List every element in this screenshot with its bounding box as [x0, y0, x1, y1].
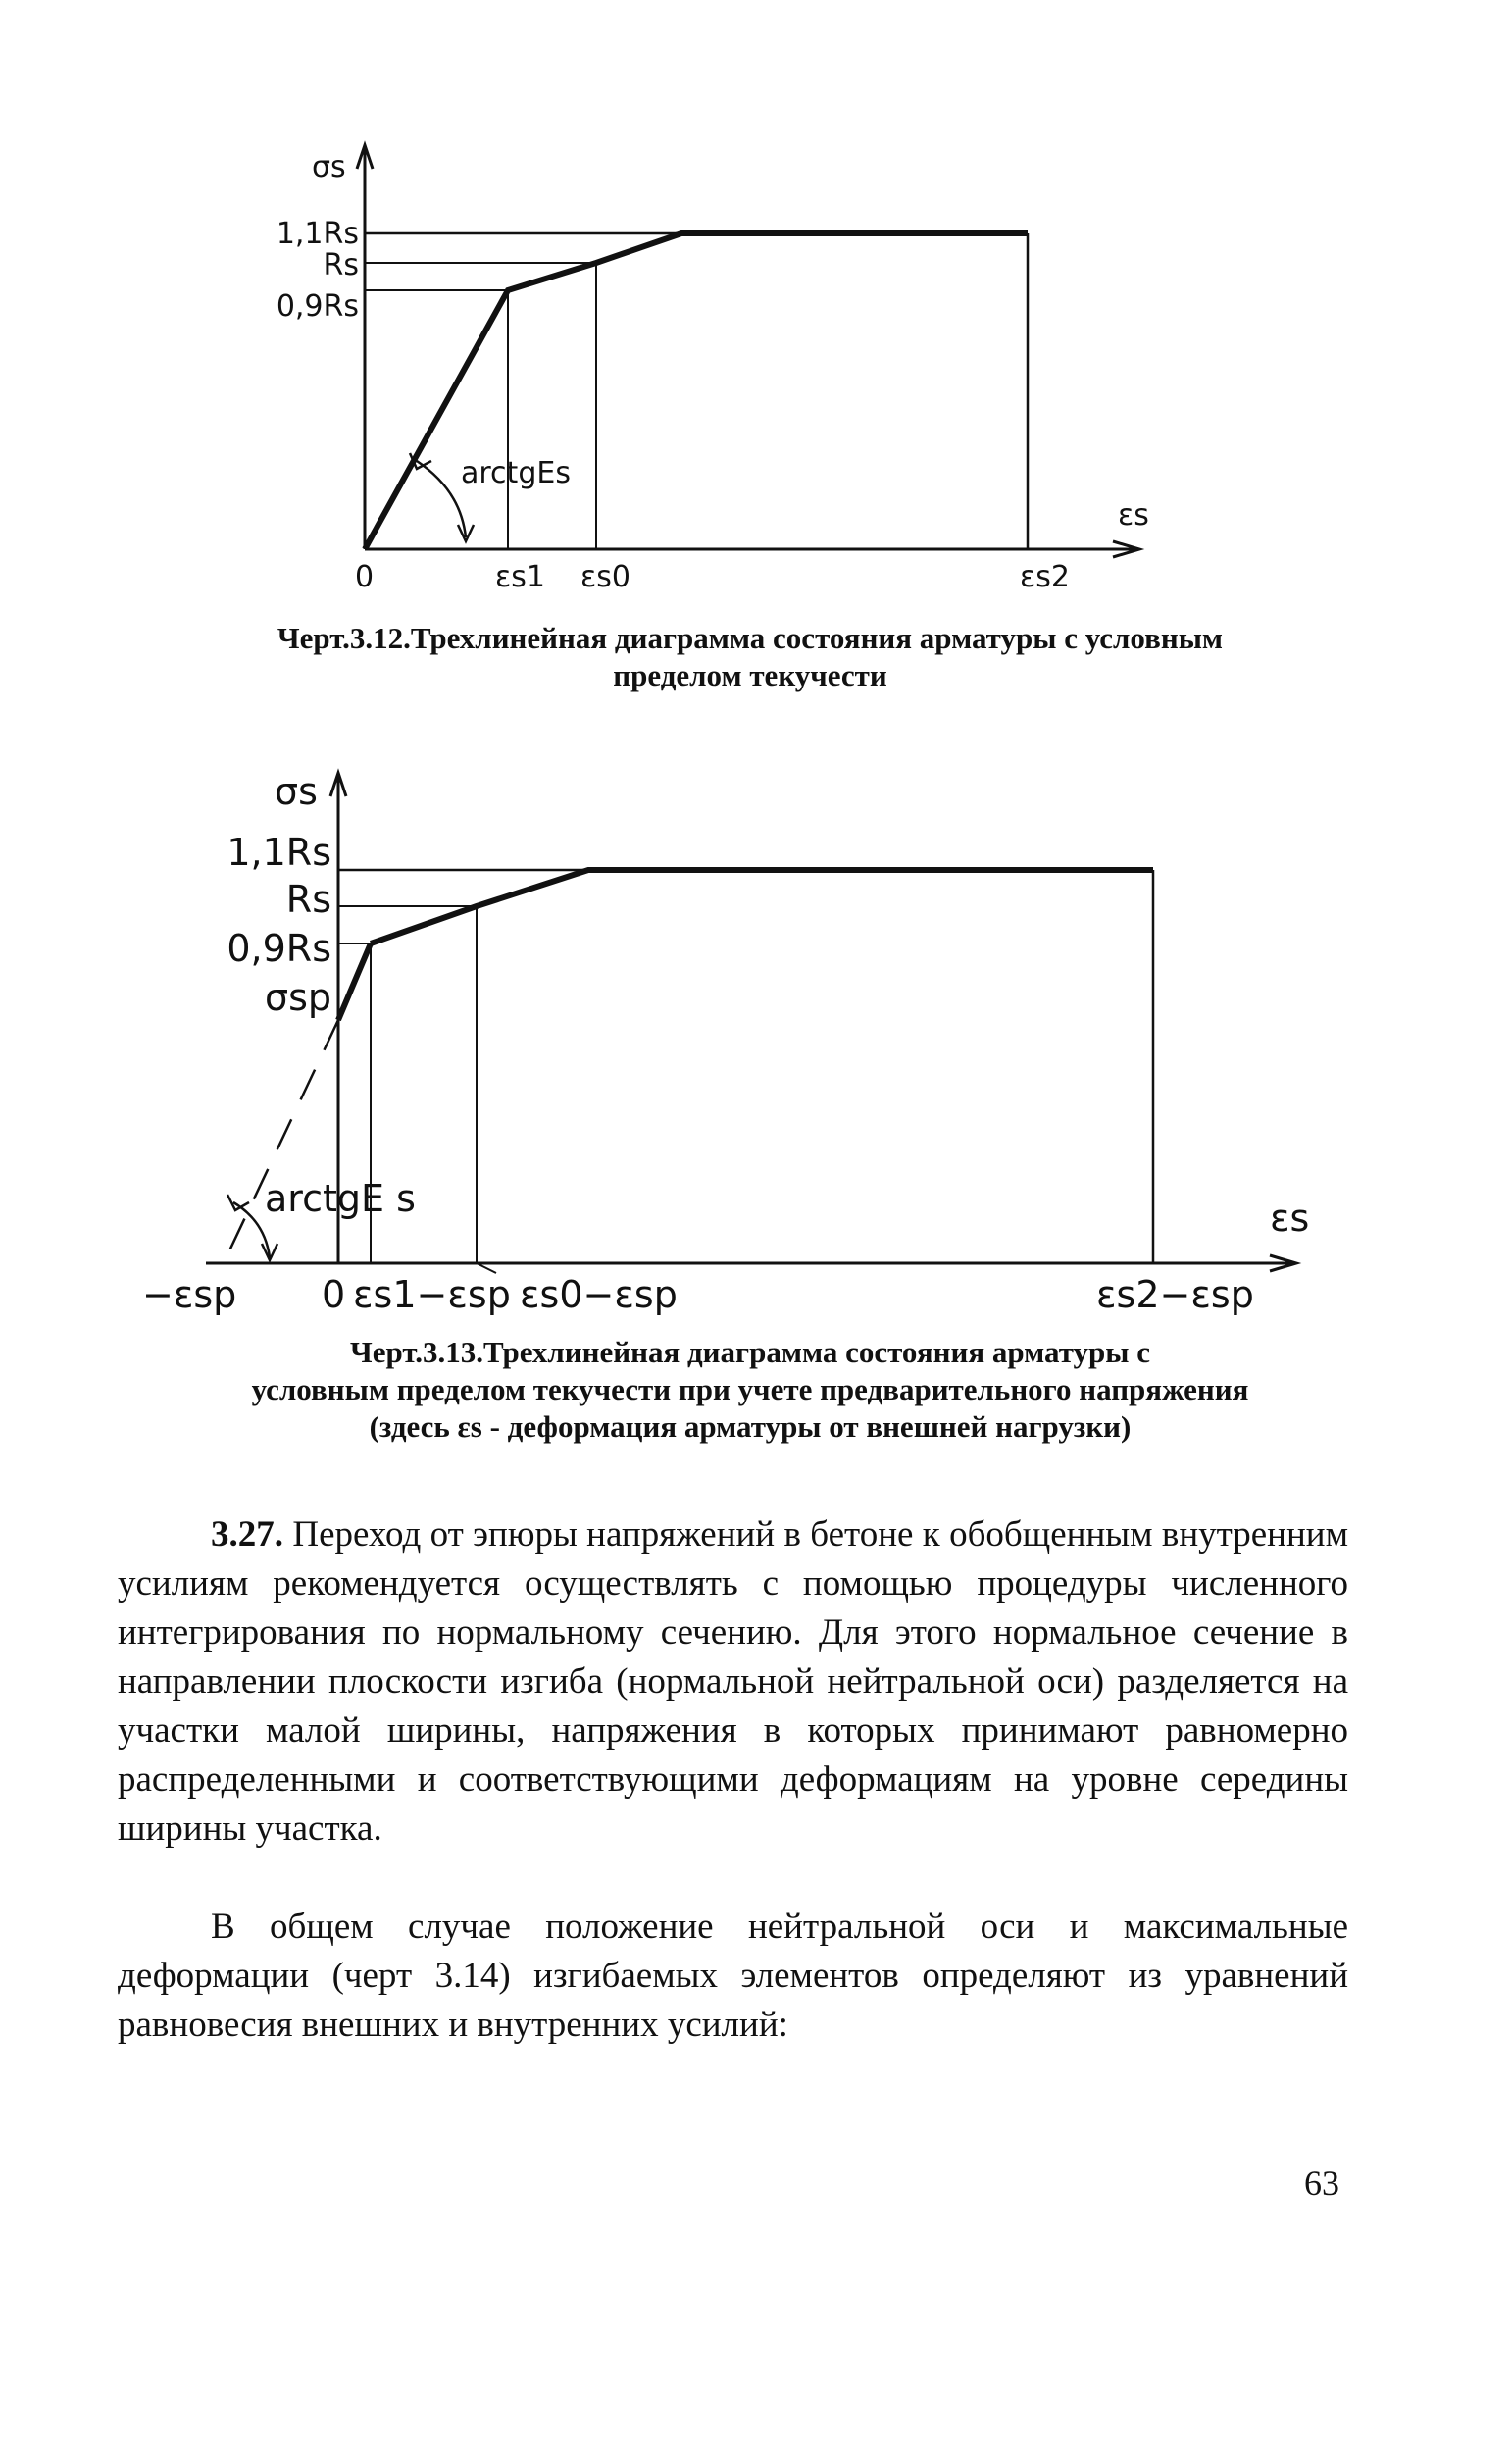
fig2-tick-ssp: σsp: [264, 976, 331, 1019]
caption-3-12-number: Черт.3.12.: [277, 621, 411, 655]
fig1-x-axis-label: εs: [1118, 498, 1149, 533]
caption-3-13: [108, 1334, 1392, 1446]
fig2-tick-es0-esp: εs0−εsp: [520, 1273, 678, 1316]
fig1-tick-0: 0: [355, 560, 375, 594]
caption-3-12-line2: пределом текучести: [613, 658, 887, 692]
fig1-tick-11rs: 1,1Rs: [276, 217, 359, 251]
fig2-tick-es1-esp: εs1−εsp: [353, 1273, 511, 1316]
fig2-labels: [142, 770, 1309, 1316]
fig1-tick-rs: Rs: [323, 248, 359, 282]
page-number: 63: [1304, 2164, 1339, 2203]
fig2-tick-rs: Rs: [285, 878, 331, 921]
paragraph-general-case: [118, 1903, 1348, 2050]
fig2-tick-11rs: 1,1Rs: [227, 831, 331, 874]
fig2-tick-minus-esp: −εsp: [142, 1273, 237, 1316]
paragraph-3-27-text: Переход от эпюры напряжений в бетоне к обобщенным внутренним усилиям рекомендуется осуществлять с помощью процедуры численного интегрирования по нормальному сечению. Для этого нормальное сечение в направлении плоскости изгиба (нормальной нейтральной оси) разделяется на участки малой ширины, напряжения в которых принимают равномерно распределенными и соответствующими деформациям на уровне середины ширины участка.: [118, 1514, 1348, 1849]
fig1-tick-es1: εs1: [495, 560, 545, 594]
fig1-angle-label: arctgEs: [461, 456, 571, 490]
caption-3-13-line2: условным пределом текучести при учете предварительного напряжения: [251, 1372, 1249, 1406]
fig1-tick-09rs: 0,9Rs: [276, 289, 359, 324]
fig2-angle-label: arctgE s: [265, 1177, 416, 1220]
fig1-tick-es0: εs0: [580, 560, 630, 594]
paragraph-general-case-text: В общем случае положение нейтральной оси и максимальные деформации (черт 3.14) изгибаемых элементов определяют из уравнений равновесия внешних и внутренних усилий:: [118, 1907, 1348, 2045]
paragraph-3-27: [118, 1510, 1348, 1854]
caption-3-13-line3: (здесь εs - деформация арматуры от внешней нагрузки): [369, 1409, 1132, 1444]
caption-3-13-line1: Черт.3.13.Трехлинейная диаграмма состояния арматуры с: [349, 1335, 1151, 1369]
fig2-tick-09rs: 0,9Rs: [227, 927, 331, 970]
fig2-tick-0: 0: [322, 1273, 346, 1316]
fig2-tick-es2-esp: εs2−εsp: [1096, 1273, 1254, 1316]
fig2-y-axis-label: σs: [275, 770, 318, 813]
paragraph-number: 3.27.: [211, 1514, 283, 1555]
caption-3-12-line1: Трехлинейная диаграмма состояния арматуры с условным: [410, 621, 1224, 655]
fig1-y-axis-label: σs: [312, 150, 346, 184]
fig1-tick-es2: εs2: [1020, 560, 1070, 594]
fig2-x-axis-label: εs: [1270, 1197, 1310, 1240]
